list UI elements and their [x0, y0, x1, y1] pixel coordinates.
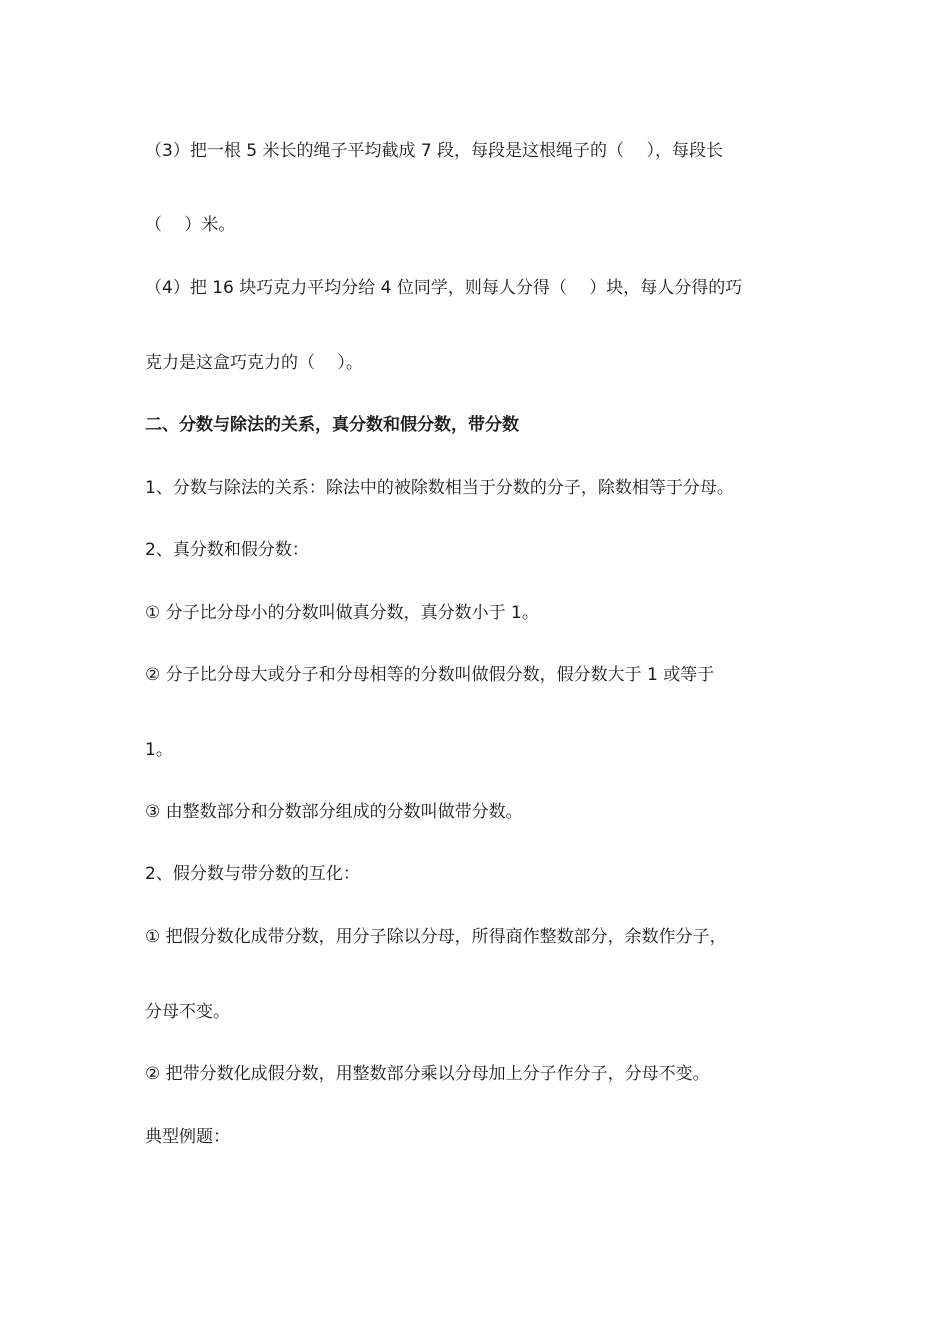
- mixed-number-rule: ③ 由整数部分和分数部分组成的分数叫做带分数。: [145, 802, 523, 822]
- improper-to-mixed-line-1: ① 把假分数化成带分数，用分子除以分母，所得商作整数部分，余数作分子，: [145, 927, 727, 947]
- mixed-to-improper-rule: ② 把带分数化成假分数，用整数部分乘以分母加上分子作分子，分母不变。: [145, 1064, 710, 1084]
- question-3-line-1: （3）把一根 5 米长的绳子平均截成 7 段，每段是这根绳子的（ ），每段长: [145, 141, 723, 161]
- question-4-line-1: （4）把 16 块巧克力平均分给 4 位同学，则每人分得（ ）块，每人分得的巧: [145, 278, 743, 298]
- relation-definition: 1、分数与除法的关系：除法中的被除数相当于分数的分子，除数相等于分母。: [145, 478, 734, 498]
- proper-fraction-rule: ① 分子比分母小的分数叫做真分数，真分数小于 1。: [145, 603, 539, 623]
- conversion-heading: 2、假分数与带分数的互化：: [145, 864, 360, 884]
- question-3-line-2: （ ）米。: [145, 215, 236, 235]
- examples-heading: 典型例题：: [145, 1127, 230, 1147]
- proper-improper-heading: 2、真分数和假分数：: [145, 540, 309, 560]
- improper-to-mixed-line-2: 分母不变。: [145, 1002, 230, 1022]
- improper-fraction-rule-line-2: 1。: [145, 740, 173, 760]
- improper-fraction-rule-line-1: ② 分子比分母大或分子和分母相等的分数叫做假分数，假分数大于 1 或等于: [145, 665, 715, 685]
- section-heading: 二、分数与除法的关系，真分数和假分数，带分数: [145, 415, 519, 435]
- question-4-line-2: 克力是这盒巧克力的（ ）。: [145, 353, 363, 373]
